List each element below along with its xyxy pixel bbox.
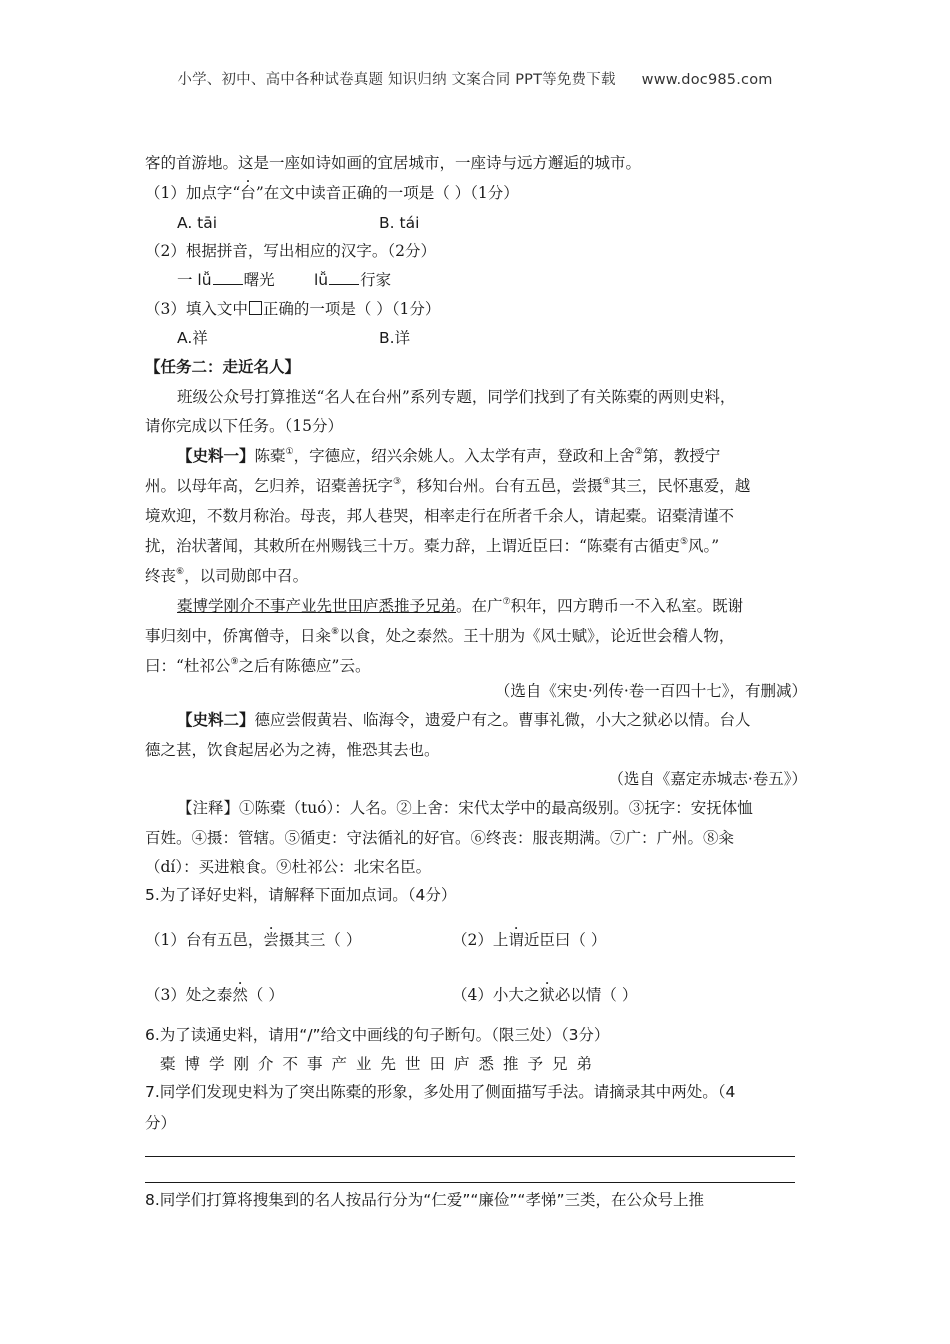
- source1-line-3: 境欢迎，不数月称治。母丧，邦人巷哭，相率走行在所者千余人，请起橐。诏橐清谨不: [145, 507, 735, 525]
- q1-title: （1）加点字“台”在文中读音正确的一项是（ ）（1分）: [145, 184, 519, 202]
- source1-line-7: 事归刻中，侨寓僧寺，日籴⑧以食，处之泰然。王十朋为《风士赋》，论近世会稽人物，: [145, 627, 735, 645]
- source2-line-2: 德之甚，饮食起居必为之祷，惟恐其去也。: [145, 741, 440, 759]
- q3-option-a: A.祥: [177, 329, 208, 347]
- source2-citation: （选自《嘉定赤城志·卷五》）: [608, 770, 807, 788]
- q5-item-2: （2）上谓近臣曰（ ）: [452, 931, 607, 949]
- notes-line-3: （dí）：买进粮食。⑨杜祁公：北宋名臣。: [145, 858, 432, 876]
- intro-tail: 客的首游地。这是一座如诗如画的宜居城市，一座诗与远方邂逅的城市。: [145, 154, 642, 172]
- answer-blank[interactable]: [213, 270, 243, 285]
- q7-line-2: 分）: [145, 1114, 177, 1132]
- q7-line-1: 7.同学们发现史料为了突出陈橐的形象，多处用了侧面描写手法。请摘录其中两处。（4: [145, 1083, 736, 1101]
- source1-line-2: 州。以母年高，乞归养，诏橐善抚字③，移知台州。台有五邑，尝摄④其三，民怀惠爱，越: [145, 477, 751, 495]
- source1-line-4: 扰，治状著闻，其敕所在州赐钱三十万。橐力辞，上谓近臣曰：“陈橐有古循吏⑤风。”: [145, 537, 720, 555]
- dotted-char: 台: [240, 184, 256, 202]
- task2-heading: 【任务二：走近名人】: [145, 357, 301, 376]
- q8-line-1: 8.同学们打算将搜集到的名人按品行分为“仁爱”“廉俭”“孝悌”三类，在公众号上推: [145, 1191, 704, 1209]
- task2-para-line-1: 班级公众号打算推送“名人在台州”系列专题，同学们找到了有关陈橐的两则史料，: [177, 388, 736, 406]
- source1-line-6: 橐博学刚介不事产业先世田庐悉推予兄弟。在广⑦积年，四方聘币一不入私室。既谢: [177, 597, 744, 615]
- header-text: 小学、初中、高中各种试卷真题 知识归纳 文案合同 PPT等免费下载: [177, 72, 616, 88]
- q3-option-b: B.详: [379, 329, 411, 347]
- q5-item-1: （1）台有五邑，尝摄其三（ ）: [145, 931, 362, 949]
- answer-line-1[interactable]: [145, 1156, 795, 1157]
- header-site-link[interactable]: www.doc985.com: [641, 72, 773, 88]
- q6-title: 6.为了读通史料，请用“/”给文中画线的句子断句。（限三处）（3分）: [145, 1026, 610, 1044]
- q5-title: 5.为了译好史料，请解释下面加点词。（4分）: [145, 886, 457, 904]
- q1-option-a: A. tāi: [177, 214, 218, 232]
- underlined-sentence: 橐博学刚介不事产业先世田庐悉推予兄弟: [177, 597, 457, 615]
- source1-citation: （选自《宋史·列传·卷一百四十七》，有删减）: [494, 682, 807, 700]
- q6-sentence: 橐博学刚介不事产业先世田庐悉推予兄弟: [160, 1055, 602, 1073]
- fill-box: [249, 301, 262, 315]
- source2-line-1: 【史料二】德应尝假黄岩、临海令，遗爱户有之。曹事礼微，小大之狱必以情。台人: [177, 711, 751, 729]
- source1-line-5: 终丧⑥，以司勋郎中召。: [145, 567, 309, 585]
- notes-line-2: 百姓。④摄：管辖。⑤循吏：守法循礼的好官。⑥终丧：服丧期满。⑦广：广州。⑧籴: [145, 829, 735, 847]
- page-header: [0, 68, 950, 89]
- notes-line-1: 【注释】①陈橐（tuó）：人名。②上舍：宋代太学中的最高级别。③抚字：安抚体恤: [177, 799, 753, 817]
- answer-line-2[interactable]: [145, 1182, 795, 1183]
- q3-title: （3）填入文中 正确的一项是（ ）（1分）: [145, 300, 441, 318]
- answer-blank[interactable]: [329, 270, 359, 285]
- source1-line-8: 曰：“杜祁公⑨之后有陈德应”云。: [145, 657, 371, 675]
- q5-item-3: （3）处之泰然（ ）: [145, 986, 284, 1004]
- q1-option-b: B. tái: [379, 214, 420, 232]
- q2-title: （2）根据拼音，写出相应的汉字。（2分）: [145, 242, 436, 260]
- task2-para-line-2: 请你完成以下任务。（15分）: [145, 417, 343, 435]
- source1-line-1: 【史料一】陈橐①，字德应，绍兴余姚人。入太学有声，登政和上舍②第，教授宁: [177, 447, 721, 465]
- q2-words: 一 lǚ 曙光 lǚ 行家: [177, 271, 392, 289]
- q5-item-4: （4）小大之狱必以情（ ）: [452, 986, 638, 1004]
